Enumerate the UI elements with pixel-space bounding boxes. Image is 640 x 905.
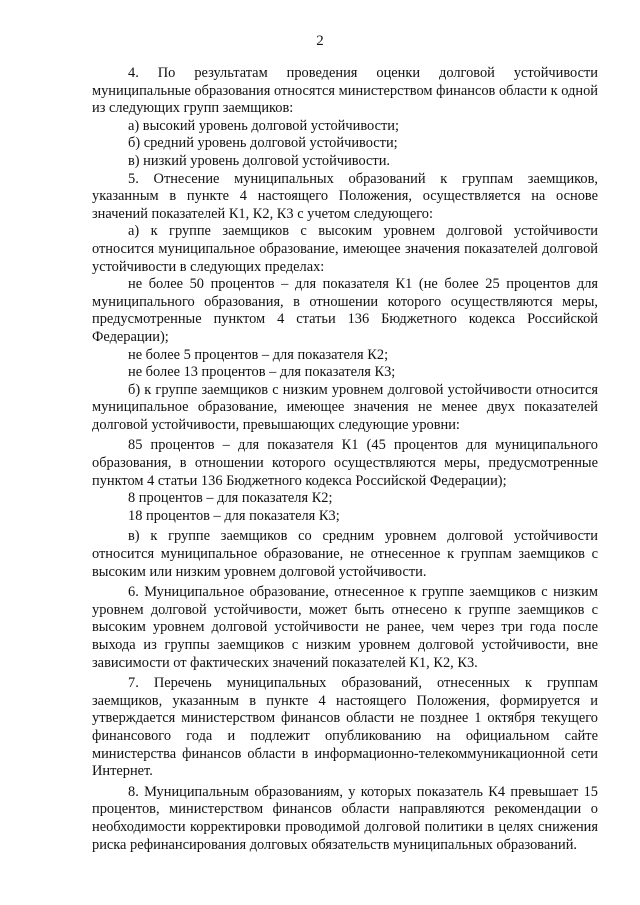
- paragraph-subclause-5a: а) к группе заемщиков с высоким уровнем долговой устойчивости относится муниципальное образование, имеющее значения показателей долговой устойчивости в следующих пределах:: [92, 223, 598, 275]
- page-number: 2: [316, 33, 324, 49]
- paragraph-k3-limit-low: 18 процентов – для показателя К3;: [128, 507, 340, 524]
- list-item-medium-level: б) средний уровень долговой устойчивости;: [128, 135, 398, 152]
- paragraph-k1-limit-low: 85 процентов – для показателя К1 (45 процентов для муниципального образования, в отношении которого осуществляются меры, предусмотренные пунктом 4 статьи 136 Бюджетного кодекса Российской Федерации);: [92, 437, 598, 489]
- paragraph-k1-limit-high: не более 50 процентов – для показателя К1 (не более 25 процентов для муниципального образования, в отношении которого осуществляются меры, предусмотренные пунктом 4 статьи 136 Бюджетного кодекса Российской Федерации);: [92, 276, 598, 345]
- paragraph-clause-5: 5. Отнесение муниципальных образований к группам заемщиков, указанным в пункте 4 настоящего Положения, осуществляется на основе значений показателей К1, К2, К3 с учетом следующего:: [92, 170, 598, 222]
- list-item-high-level: а) высокий уровень долговой устойчивости;: [128, 117, 399, 134]
- paragraph-k2-limit-low: 8 процентов – для показателя К2;: [128, 490, 333, 507]
- paragraph-clause-4: 4. По результатам проведения оценки долговой устойчивости муниципальные образования относятся министерством финансов области к одной из следующих групп заемщиков:: [92, 65, 598, 117]
- paragraph-clause-8: 8. Муниципальным образованиям, у которых показатель К4 превышает 15 процентов, министерством финансов области направляются рекомендации о необходимости корректировки проводимой долговой политики в целях снижения риска рефинансирования долговых обязательств муниципальных образований.: [92, 783, 598, 853]
- paragraph-k3-limit-high: не более 13 процентов – для показателя К3;: [128, 364, 396, 381]
- paragraph-subclause-5v: в) к группе заемщиков со средним уровнем долговой устойчивости относится муниципальное образование, не отнесенное к группам заемщиков с высоким или низким уровнем долговой устойчивости.: [92, 528, 598, 580]
- paragraph-clause-7: 7. Перечень муниципальных образований, отнесенных к группам заемщиков, указанным в пункте 4 настоящего Положения, формируется и утверждается министерством финансов области не позднее 1 октября текущего финансового года и подлежит опубликованию на официальном сайте министерства финансов области в информационно-телекоммуникационной сети Интернет.: [92, 675, 598, 780]
- paragraph-subclause-5b: б) к группе заемщиков с низким уровнем долговой устойчивости относится муниципальное образование, имеющее значения не менее двух показателей долговой устойчивости, превышающих следующие уровни:: [92, 381, 598, 433]
- list-item-low-level: в) низкий уровень долговой устойчивости.: [128, 152, 390, 169]
- paragraph-clause-6: 6. Муниципальное образование, отнесенное к группе заемщиков с низким уровнем долговой устойчивости, может быть отнесено к группе заемщиков с высоким уровнем долговой устойчивости не ранее, чем через три года после выхода из группы заемщиков с низким уровнем долговой устойчивости, вне зависимости от фактических значений показателей К1, К2, К3.: [92, 584, 598, 671]
- paragraph-k2-limit-high: не более 5 процентов – для показателя К2;: [128, 346, 389, 363]
- document-body: [92, 65, 598, 854]
